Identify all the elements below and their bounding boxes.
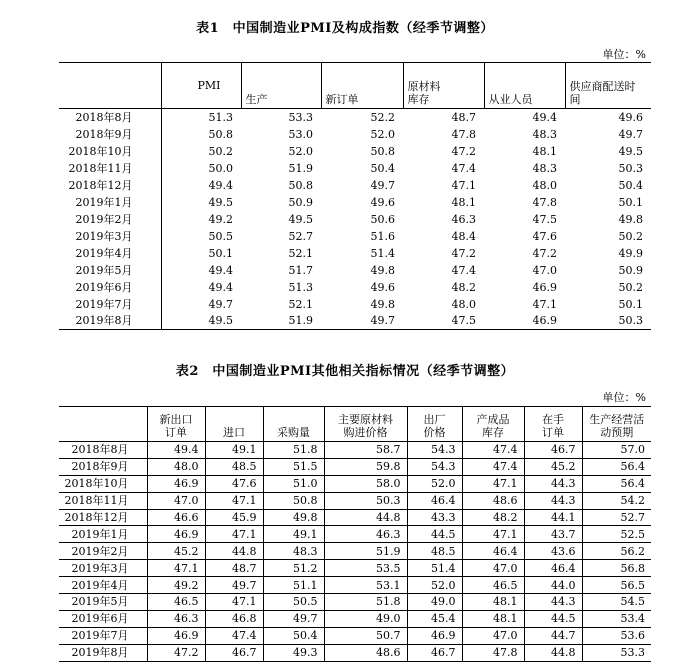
table-cell-value: 49.9 — [618, 246, 643, 260]
table-row — [59, 279, 651, 296]
table1-title: 表1 中国制造业PMI及构成指数（经季节调整） — [196, 21, 494, 36]
table-cell-value: 51.4 — [407, 560, 462, 577]
table-cell-value: 49.1 — [205, 442, 263, 459]
table1-col-header: PMI — [161, 63, 241, 109]
table-cell-value: 47.0 — [462, 627, 524, 644]
table-cell-value: 47.4 — [462, 458, 524, 475]
table-cell-value: 50.2 — [618, 229, 643, 243]
table-cell-value: 52.5 — [582, 526, 651, 543]
table-row — [59, 458, 651, 475]
table-cell-value: 49.7 — [208, 297, 233, 311]
table-cell-value: 47.2 — [451, 246, 476, 260]
table-cell-value: 48.1 — [462, 610, 524, 627]
table-cell-value: 56.4 — [582, 475, 651, 492]
table-cell-value: 46.9 — [147, 627, 205, 644]
table-cell-value: 44.5 — [407, 526, 462, 543]
table2-corner — [59, 407, 147, 442]
table-cell-value: 46.5 — [462, 577, 524, 594]
table-cell-value: 50.8 — [370, 144, 395, 158]
table-cell-value: 46.9 — [147, 475, 205, 492]
header-line: 出厂 — [423, 413, 446, 426]
table-cell-value: 58.0 — [324, 475, 407, 492]
table-cell-value: 51.8 — [263, 442, 324, 459]
table-cell-value: 45.9 — [205, 509, 263, 526]
row-month-label: 2018年11月 — [59, 492, 147, 509]
table1-col-header: 从业人员 — [484, 63, 565, 109]
row-month-label: 2019年2月 — [59, 211, 161, 228]
table-cell-value: 56.5 — [582, 577, 651, 594]
table-cell-value: 44.0 — [524, 577, 582, 594]
table-cell-value: 51.3 — [208, 110, 233, 124]
row-month-label: 2019年7月 — [59, 627, 147, 644]
table-cell-value: 49.7 — [321, 313, 403, 330]
table-cell-value: 50.1 — [618, 297, 643, 311]
table-cell-value: 43.7 — [524, 526, 582, 543]
table-cell-value: 50.8 — [288, 178, 313, 192]
table-cell-value: 44.8 — [205, 543, 263, 560]
table-cell-value: 50.4 — [263, 627, 324, 644]
row-month-label: 2019年1月 — [59, 194, 161, 211]
table-cell-value: 46.4 — [524, 560, 582, 577]
table-row — [59, 126, 651, 143]
table-cell-value: 47.1 — [462, 475, 524, 492]
table-cell-value: 47.0 — [532, 263, 557, 277]
table-cell-value: 49.6 — [370, 195, 395, 209]
table2-col-header — [324, 407, 407, 442]
table1-body — [59, 109, 651, 330]
table-cell-value: 50.2 — [208, 144, 233, 158]
table-cell-value: 50.5 — [263, 594, 324, 611]
table-cell-value: 49.5 — [208, 195, 233, 209]
table1-corner — [59, 63, 161, 109]
table-row — [59, 644, 651, 661]
table-cell-value: 49.2 — [208, 212, 233, 226]
table-cell-value: 51.9 — [324, 543, 407, 560]
row-month-label: 2018年9月 — [59, 458, 147, 475]
table-cell-value: 52.2 — [370, 110, 395, 124]
table-cell-value: 50.3 — [618, 161, 643, 175]
table-cell-value: 50.8 — [208, 127, 233, 141]
table-cell-value: 49.4 — [532, 110, 557, 124]
table-cell-value: 49.2 — [147, 577, 205, 594]
row-month-label: 2018年12月 — [59, 177, 161, 194]
table-cell-value: 49.4 — [208, 263, 233, 277]
table-cell-value: 44.1 — [524, 509, 582, 526]
table-cell-value: 48.6 — [462, 492, 524, 509]
table-cell-value: 47.4 — [451, 263, 476, 277]
table-row — [59, 560, 651, 577]
row-month-label: 2019年3月 — [59, 560, 147, 577]
table-cell-value: 47.1 — [532, 297, 557, 311]
header-line: 动预期 — [600, 426, 634, 439]
table-cell-value: 54.3 — [407, 458, 462, 475]
table-cell-value: 51.4 — [370, 246, 395, 260]
table-cell-value: 44.5 — [524, 610, 582, 627]
header-line: 产成品 — [476, 413, 510, 426]
table-row — [59, 526, 651, 543]
table-cell-value: 49.8 — [370, 263, 395, 277]
table-cell-value: 49.4 — [208, 280, 233, 294]
table-cell-value: 50.4 — [618, 178, 643, 192]
row-month-label: 2018年11月 — [59, 160, 161, 177]
table-cell-value: 49.8 — [370, 297, 395, 311]
table-cell-value: 52.0 — [370, 127, 395, 141]
table-cell-value: 46.9 — [484, 313, 565, 330]
table-cell-value: 48.7 — [451, 110, 476, 124]
table-cell-value: 47.4 — [451, 161, 476, 175]
table-cell-value: 44.8 — [524, 644, 582, 661]
row-month-label: 2019年6月 — [59, 610, 147, 627]
table-row — [59, 313, 651, 330]
table-cell-value: 48.7 — [205, 560, 263, 577]
table-cell-value: 44.3 — [524, 594, 582, 611]
table-cell-value: 56.4 — [582, 458, 651, 475]
table-cell-value: 46.7 — [524, 442, 582, 459]
table-row — [59, 262, 651, 279]
table-cell-value: 53.1 — [324, 577, 407, 594]
table-cell-value: 49.0 — [407, 594, 462, 611]
table-cell-value: 49.7 — [205, 577, 263, 594]
header-line: 在手 — [542, 413, 564, 426]
table-row — [59, 245, 651, 262]
table-cell-value: 48.2 — [462, 509, 524, 526]
table-cell-value: 51.8 — [324, 594, 407, 611]
table1-header-row — [59, 63, 651, 109]
table-cell-value: 45.2 — [524, 458, 582, 475]
table-cell-value: 48.0 — [532, 178, 557, 192]
header-line: 库存 — [407, 93, 430, 106]
table-row — [59, 442, 651, 459]
table-row — [59, 492, 651, 509]
table2-col-header: 采购量 — [263, 407, 324, 442]
table-cell-value: 46.6 — [147, 509, 205, 526]
table-cell-value: 50.5 — [208, 229, 233, 243]
table-cell-value: 49.7 — [618, 127, 643, 141]
table-cell-value: 48.2 — [451, 280, 476, 294]
table-row — [59, 296, 651, 313]
table-cell-value: 44.3 — [524, 492, 582, 509]
table-cell-value: 46.3 — [324, 526, 407, 543]
table-cell-value: 58.7 — [324, 442, 407, 459]
table-cell-value: 43.3 — [407, 509, 462, 526]
table1-col-header — [403, 63, 484, 109]
table-cell-value: 59.8 — [324, 458, 407, 475]
table1-col-header: 新订单 — [321, 63, 403, 109]
table-cell-value: 52.0 — [407, 577, 462, 594]
table-cell-value: 50.1 — [208, 246, 233, 260]
table-cell-value: 49.4 — [147, 442, 205, 459]
table-cell-value: 49.0 — [324, 610, 407, 627]
table-cell-value: 43.6 — [524, 543, 582, 560]
table-cell-value: 46.9 — [532, 280, 557, 294]
table-cell-value: 49.7 — [370, 178, 395, 192]
row-month-label: 2019年4月 — [59, 577, 147, 594]
table-cell-value: 46.8 — [205, 610, 263, 627]
table-cell-value: 45.4 — [407, 610, 462, 627]
table-cell-value: 44.8 — [324, 509, 407, 526]
table-cell-value: 47.5 — [532, 212, 557, 226]
table-cell-value: 48.1 — [532, 144, 557, 158]
row-month-label: 2018年8月 — [59, 442, 147, 459]
row-month-label: 2019年3月 — [59, 228, 161, 245]
table-cell-value: 48.0 — [451, 297, 476, 311]
table2-col-header — [524, 407, 582, 442]
table-cell-value: 47.1 — [205, 526, 263, 543]
table2-col-header — [582, 407, 651, 442]
table-cell-value: 47.2 — [147, 644, 205, 661]
table-cell-value: 44.3 — [524, 475, 582, 492]
table-cell-value: 49.5 — [161, 313, 241, 330]
table-cell-value: 52.0 — [288, 144, 313, 158]
header-line: 生产经营活 — [589, 413, 645, 426]
table-cell-value: 49.8 — [263, 509, 324, 526]
table-cell-value: 47.4 — [205, 627, 263, 644]
table-row — [59, 160, 651, 177]
table-cell-value: 51.0 — [263, 475, 324, 492]
row-month-label: 2018年8月 — [59, 109, 161, 126]
table-cell-value: 52.0 — [407, 475, 462, 492]
table-cell-value: 51.2 — [263, 560, 324, 577]
header-line: 供应商配送时 — [569, 80, 636, 93]
pmi-composition-table — [59, 62, 651, 330]
table-cell-value: 46.4 — [407, 492, 462, 509]
table2-col-header: 进口 — [205, 407, 263, 442]
table-row — [59, 475, 651, 492]
table-cell-value: 53.4 — [582, 610, 651, 627]
header-line: 新出口 — [159, 413, 193, 426]
table-cell-value: 51.5 — [263, 458, 324, 475]
table-row — [59, 594, 651, 611]
table-row — [59, 509, 651, 526]
table-cell-value: 47.6 — [205, 475, 263, 492]
table2-col-header — [407, 407, 462, 442]
table-row — [59, 143, 651, 160]
row-month-label: 2018年10月 — [59, 475, 147, 492]
table-cell-value: 51.3 — [288, 280, 313, 294]
table-cell-value: 48.0 — [147, 458, 205, 475]
table-cell-value: 57.0 — [582, 442, 651, 459]
table-cell-value: 50.7 — [324, 627, 407, 644]
table-cell-value: 51.9 — [241, 313, 321, 330]
table2-header-row — [59, 407, 651, 442]
table-cell-value: 49.7 — [263, 610, 324, 627]
table-cell-value: 48.4 — [451, 229, 476, 243]
table-cell-value: 53.5 — [324, 560, 407, 577]
table-cell-value: 52.7 — [582, 509, 651, 526]
row-month-label: 2019年5月 — [59, 262, 161, 279]
table-cell-value: 56.2 — [582, 543, 651, 560]
header-line: 库存 — [482, 426, 504, 439]
table-cell-value: 50.3 — [324, 492, 407, 509]
table-cell-value: 47.1 — [205, 492, 263, 509]
row-month-label: 2018年10月 — [59, 143, 161, 160]
table-cell-value: 50.0 — [208, 161, 233, 175]
table-cell-value: 50.9 — [618, 263, 643, 277]
table-cell-value: 47.0 — [147, 492, 205, 509]
header-line: 原材料 — [407, 80, 441, 93]
table-cell-value: 53.6 — [582, 627, 651, 644]
table-cell-value: 50.6 — [370, 212, 395, 226]
table-cell-value: 44.7 — [524, 627, 582, 644]
table-cell-value: 46.5 — [147, 594, 205, 611]
table-cell-value: 50.8 — [263, 492, 324, 509]
header-line: 订单 — [542, 426, 564, 439]
table-cell-value: 47.1 — [205, 594, 263, 611]
table-row — [59, 577, 651, 594]
table-cell-value: 47.2 — [532, 246, 557, 260]
table-cell-value: 53.3 — [582, 644, 651, 661]
table1-unit: 单位：% — [602, 48, 646, 61]
table-cell-value: 47.5 — [403, 313, 484, 330]
table-cell-value: 50.9 — [288, 195, 313, 209]
table2-unit: 单位：% — [602, 391, 646, 404]
table-cell-value: 54.2 — [582, 492, 651, 509]
table-cell-value: 50.1 — [618, 195, 643, 209]
table-cell-value: 50.3 — [565, 313, 651, 330]
table-cell-value: 46.3 — [451, 212, 476, 226]
table-row — [59, 177, 651, 194]
header-line: 价格 — [423, 426, 446, 439]
table-cell-value: 49.4 — [208, 178, 233, 192]
table-cell-value: 47.8 — [532, 195, 557, 209]
table-cell-value: 51.6 — [370, 229, 395, 243]
header-line: 主要原材料 — [338, 413, 393, 426]
header-line: 购进价格 — [343, 426, 388, 439]
table-cell-value: 49.5 — [288, 212, 313, 226]
table-cell-value: 46.9 — [147, 526, 205, 543]
table-cell-value: 51.1 — [263, 577, 324, 594]
row-month-label: 2018年9月 — [59, 126, 161, 143]
table-cell-value: 48.5 — [205, 458, 263, 475]
table-cell-value: 53.0 — [288, 127, 313, 141]
table-cell-value: 48.3 — [532, 127, 557, 141]
table-row — [59, 627, 651, 644]
table-cell-value: 49.6 — [618, 110, 643, 124]
table-cell-value: 51.9 — [288, 161, 313, 175]
table-cell-value: 49.8 — [618, 212, 643, 226]
table-row — [59, 194, 651, 211]
table-cell-value: 47.2 — [451, 144, 476, 158]
table-cell-value: 47.0 — [462, 560, 524, 577]
table-cell-value: 49.1 — [263, 526, 324, 543]
table-cell-value: 51.7 — [288, 263, 313, 277]
row-month-label: 2019年7月 — [59, 296, 161, 313]
table1-col-header — [565, 63, 651, 109]
table-cell-value: 52.1 — [288, 297, 313, 311]
row-month-label: 2019年4月 — [59, 245, 161, 262]
row-month-label: 2018年12月 — [59, 509, 147, 526]
table-cell-value: 52.7 — [288, 229, 313, 243]
table-row — [59, 109, 651, 126]
table-cell-value: 48.1 — [462, 594, 524, 611]
table-cell-value: 49.5 — [618, 144, 643, 158]
table-row — [59, 228, 651, 245]
table-cell-value: 48.5 — [407, 543, 462, 560]
table-cell-value: 52.1 — [288, 246, 313, 260]
table-cell-value: 47.8 — [451, 127, 476, 141]
table-cell-value: 47.1 — [451, 178, 476, 192]
header-line: 间 — [569, 93, 581, 106]
table-cell-value: 47.6 — [532, 229, 557, 243]
table-cell-value: 46.7 — [407, 644, 462, 661]
table-cell-value: 48.3 — [263, 543, 324, 560]
table2-col-header — [147, 407, 205, 442]
table-cell-value: 48.1 — [451, 195, 476, 209]
table-row — [59, 543, 651, 560]
table2-col-header — [462, 407, 524, 442]
table-cell-value: 56.8 — [582, 560, 651, 577]
table-cell-value: 53.3 — [288, 110, 313, 124]
table-cell-value: 47.1 — [462, 526, 524, 543]
table1-col-header: 生产 — [241, 63, 321, 109]
pmi-other-indicators-table — [59, 406, 651, 662]
table-cell-value: 47.4 — [462, 442, 524, 459]
table2-title: 表2 中国制造业PMI其他相关指标情况（经季节调整） — [175, 364, 515, 379]
row-month-label: 2019年8月 — [59, 313, 161, 330]
table-cell-value: 54.3 — [407, 442, 462, 459]
table2-body — [59, 442, 651, 662]
header-line: 订单 — [165, 426, 187, 439]
table-cell-value: 49.3 — [263, 644, 324, 661]
table-cell-value: 50.2 — [618, 280, 643, 294]
table-row — [59, 211, 651, 228]
table-cell-value: 54.5 — [582, 594, 651, 611]
table-cell-value: 45.2 — [147, 543, 205, 560]
row-month-label: 2019年8月 — [59, 644, 147, 661]
row-month-label: 2019年2月 — [59, 543, 147, 560]
table-cell-value: 46.7 — [205, 644, 263, 661]
table-cell-value: 48.6 — [324, 644, 407, 661]
table-cell-value: 49.6 — [370, 280, 395, 294]
row-month-label: 2019年6月 — [59, 279, 161, 296]
row-month-label: 2019年1月 — [59, 526, 147, 543]
table-cell-value: 46.3 — [147, 610, 205, 627]
table-row — [59, 610, 651, 627]
row-month-label: 2019年5月 — [59, 594, 147, 611]
table-cell-value: 46.4 — [462, 543, 524, 560]
table-cell-value: 47.8 — [462, 644, 524, 661]
table-cell-value: 46.9 — [407, 627, 462, 644]
table-cell-value: 50.4 — [370, 161, 395, 175]
table-cell-value: 47.1 — [147, 560, 205, 577]
table-cell-value: 48.3 — [532, 161, 557, 175]
